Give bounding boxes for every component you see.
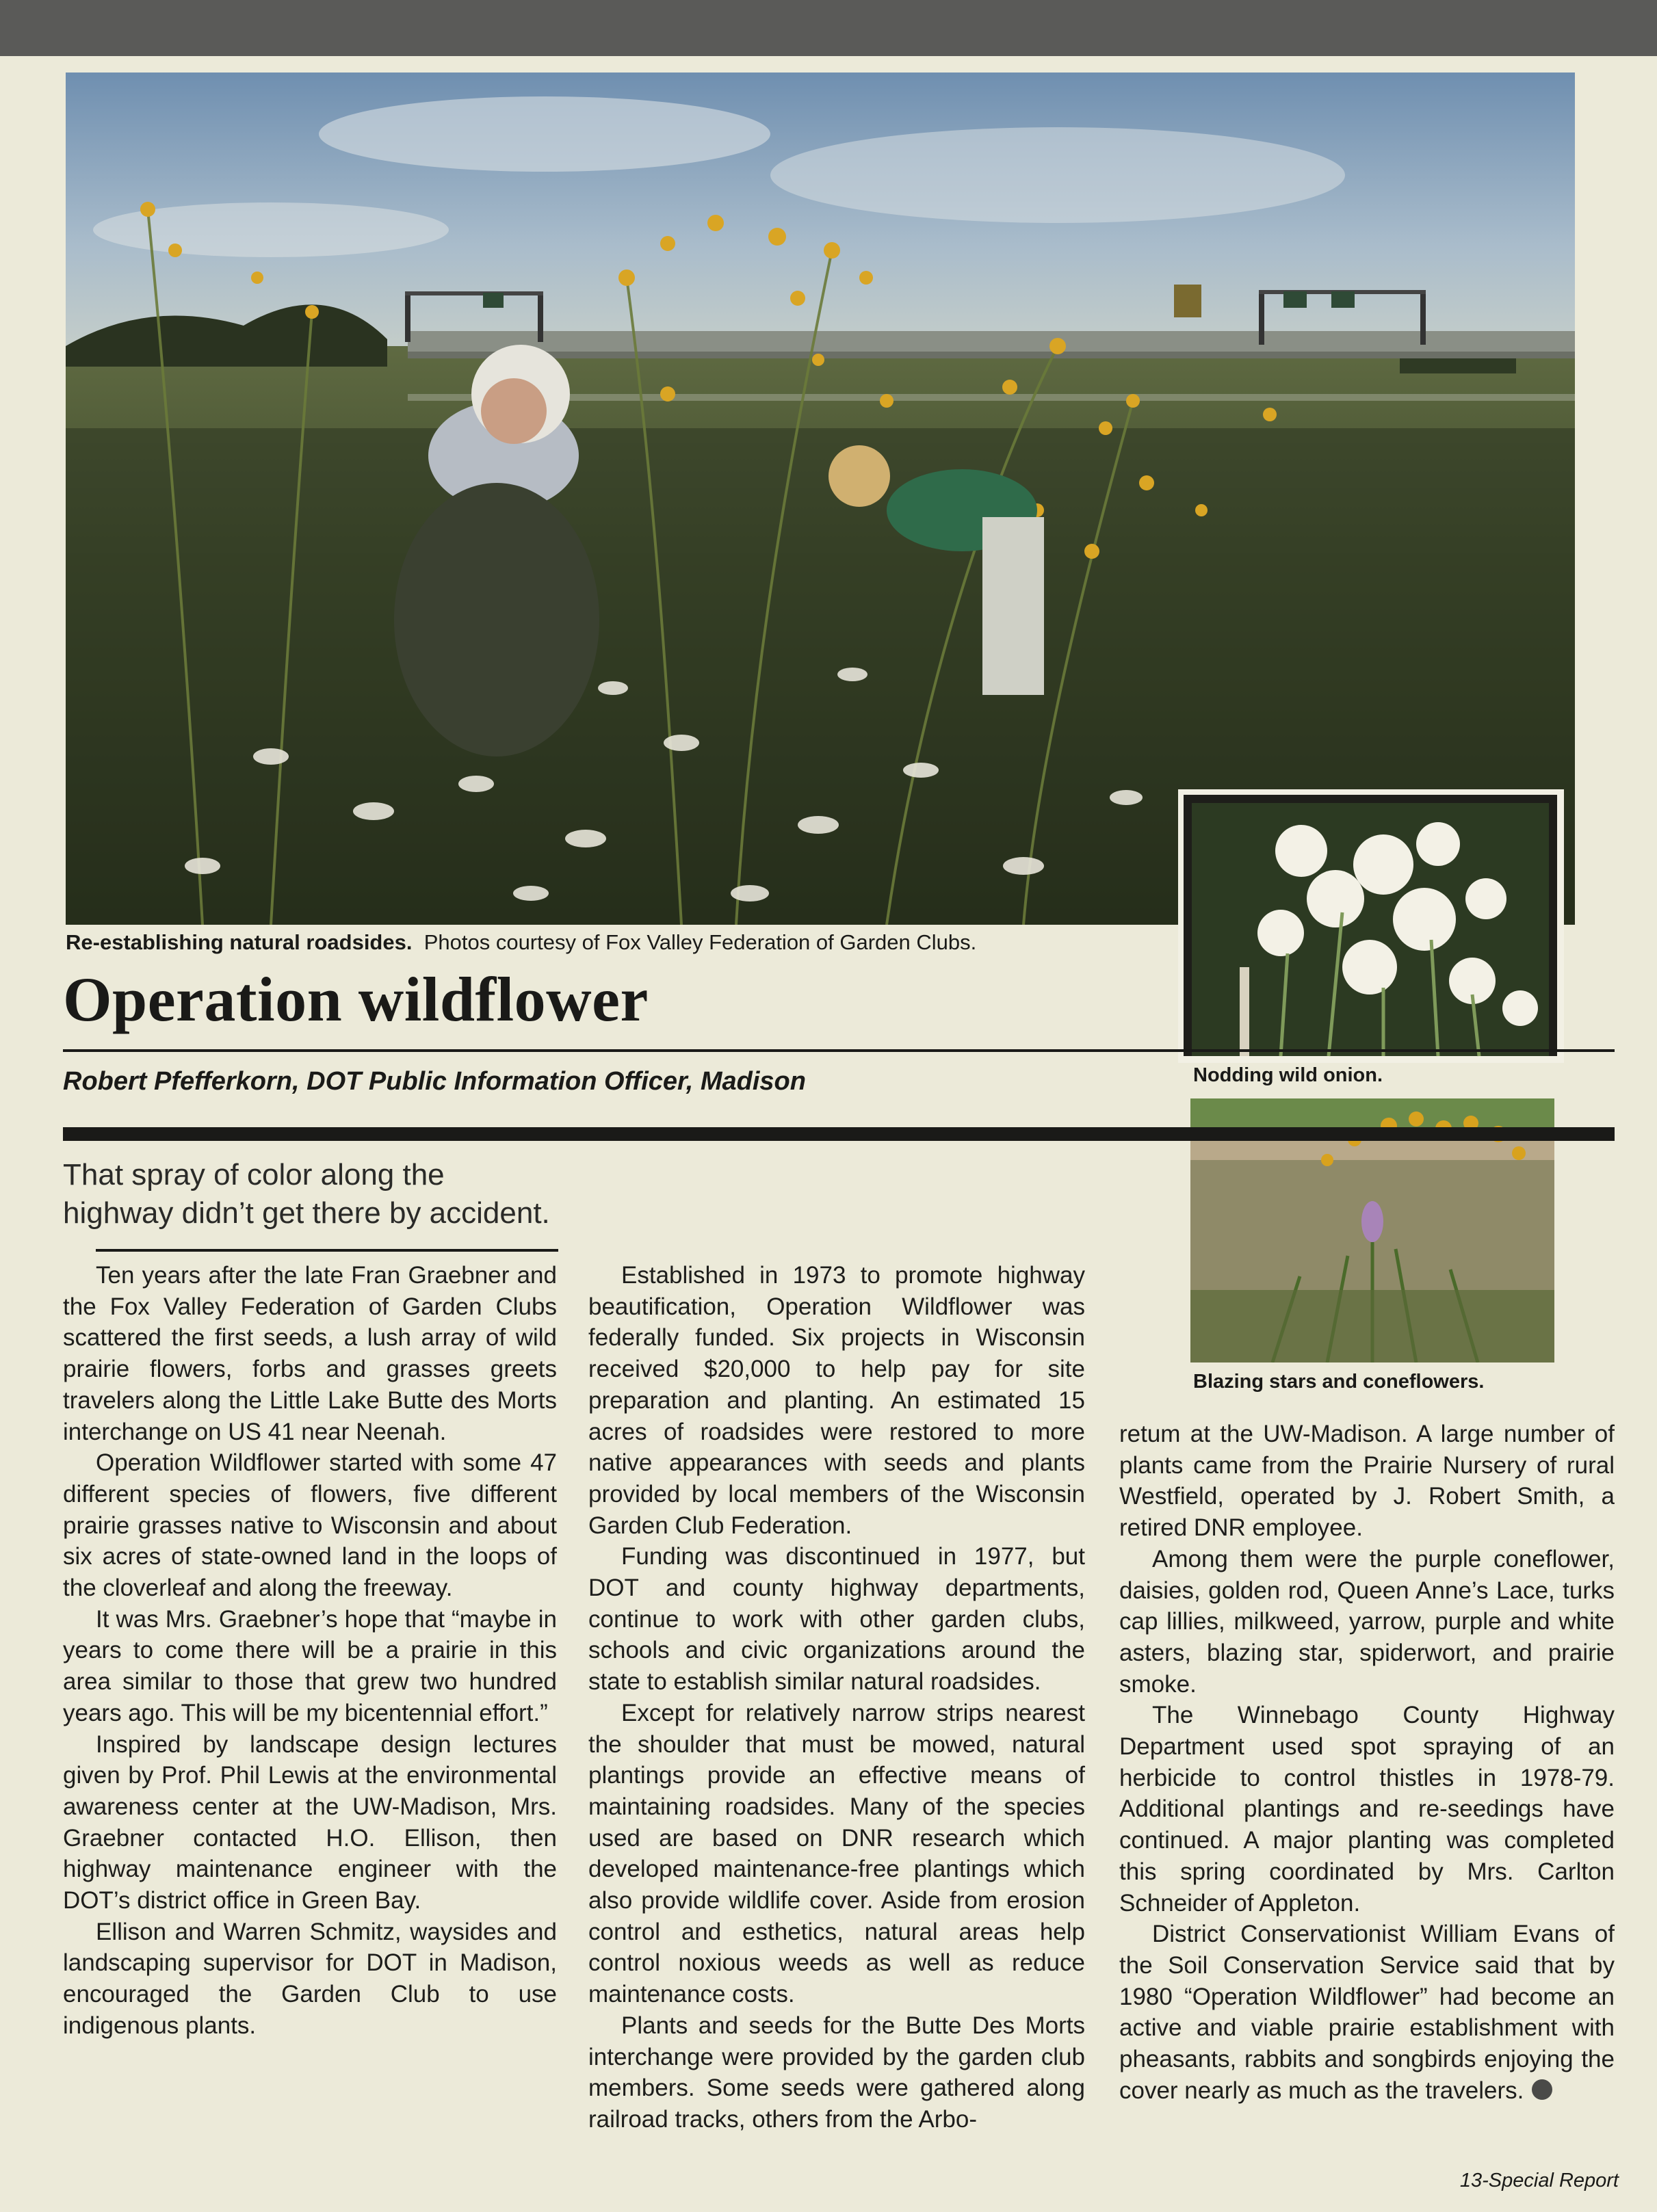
- deck-rule: [96, 1249, 558, 1252]
- end-mark-icon: [1532, 2079, 1552, 2100]
- paragraph: It was Mrs. Graebner’s hope that “maybe in years to come there will be a prairie in this area similar to those that grew two hundred years ago. This will be my bicentennial effort.”: [63, 1605, 557, 1726]
- onion-caption: Nodding wild onion.: [1193, 1064, 1383, 1086]
- paragraph: Ten years after the late Fran Graebner and the Fox Valley Federation of Garden Clubs scattered the first seeds, a lush array of wild prairie flowers, forbs and grasses greets travelers along the Little Lake Butte des Morts interchange on US 41 near Neenah.: [63, 1262, 557, 1445]
- paragraph: Plants and seeds for the Butte Des Morts interchange were provided by the garden club members. Some seeds were gathered along railroad tracks, others from the Arbo-: [588, 2012, 1085, 2133]
- closing-paragraph-text: District Conservationist William Evans of the Soil Conservation Service said that by 1980 “Operation Wildflower” had become an active and viable prairie establishment with pheasants, rabbits and songbirds enjoying the cover nearly as much as the travelers.: [1119, 1921, 1615, 2104]
- paragraph: Funding was discontinued in 1977, but DOT and county highway departments, continue to work with other garden clubs, schools and civic organizations around the state to establish similar natural roadsides.: [588, 1543, 1085, 1696]
- caption-credit: Photos courtesy of Fox Valley Federation of Garden Clubs.: [423, 930, 977, 954]
- column-3: [1119, 1419, 1615, 2106]
- byline: Robert Pfefferkorn, DOT Public Information Officer, Madison: [63, 1067, 806, 1096]
- paragraph: The Winnebago County Highway Department used spot spraying of an herbicide to control thistles in 1978-79. Additional plantings and re-seedings have continued. A major planting was completed this spring coordinated by Mrs. Carlton Schneider of Appleton.: [1119, 1702, 1615, 1917]
- article-title: Operation wildflower: [63, 964, 649, 1034]
- paragraph: [1119, 1919, 1615, 2106]
- paragraph: retum at the UW-Madison. A large number of plants came from the Prairie Nursery of rural Westfield, operated by J. Robert Smith, a retired DNR employee.: [1119, 1421, 1615, 1542]
- onion-photo: [1178, 789, 1564, 1063]
- paragraph: Established in 1973 to promote highway beautification, Operation Wildflower was federally funded. Six projects in Wisconsin received $20,000 to help pay for site preparation and planting. An estimated 15 acres of roadsides were restored to more native appearances with seeds and plants provided by local members of the Wisconsin Garden Club Federation.: [588, 1262, 1085, 1539]
- paragraph: Operation Wildflower started with some 47 different species of flowers, five different prairie grasses native to Wisconsin and about six acres of state-owned land in the loops of the cloverleaf and along the freeway.: [63, 1449, 557, 1602]
- deck-text: That spray of color along the highway didn’t get there by accident.: [63, 1158, 550, 1230]
- paragraph: Inspired by landscape design lectures given by Prof. Phil Lewis at the environmental awareness center at the UW-Madison, Mrs. Graebner contacted H.O. Ellison, then highway maintenance engineer with the DOT’s district office in Green Bay.: [63, 1730, 557, 1914]
- column-2: [588, 1260, 1085, 2135]
- column-1: [63, 1260, 557, 2042]
- title-rule: [63, 1049, 1615, 1052]
- paragraph: Except for relatively narrow strips nearest the shoulder that must be mowed, natural plantings provide an effective means of maintaining roadsides. Many of the species used are based on DNR research which developed maintenance-free plantings which also provide wildlife cover. Aside from erosion control and esthetics, natural areas help control noxious weeds as well as reduce maintenance costs.: [588, 1699, 1085, 2008]
- paragraph: Among them were the purple coneflower, daisies, golden rod, Queen Anne’s Lace, turks cap lillies, milkweed, yarrow, purple and white asters, blazing star, spiderwort, and prairie smoke.: [1119, 1545, 1615, 1698]
- page-footer: 13-Special Report: [1459, 2170, 1619, 2191]
- photo-caption: [66, 930, 976, 955]
- byline-rule: [63, 1127, 1615, 1141]
- paragraph: Ellison and Warren Schmitz, waysides and landscaping supervisor for DOT in Madison, encouraged the Garden Club to use indigenous plants.: [63, 1918, 557, 2039]
- blazing-star-caption: Blazing stars and coneflowers.: [1193, 1371, 1485, 1393]
- top-bar: [0, 0, 1657, 56]
- caption-lead: Re-establishing natural roadsides.: [66, 930, 413, 954]
